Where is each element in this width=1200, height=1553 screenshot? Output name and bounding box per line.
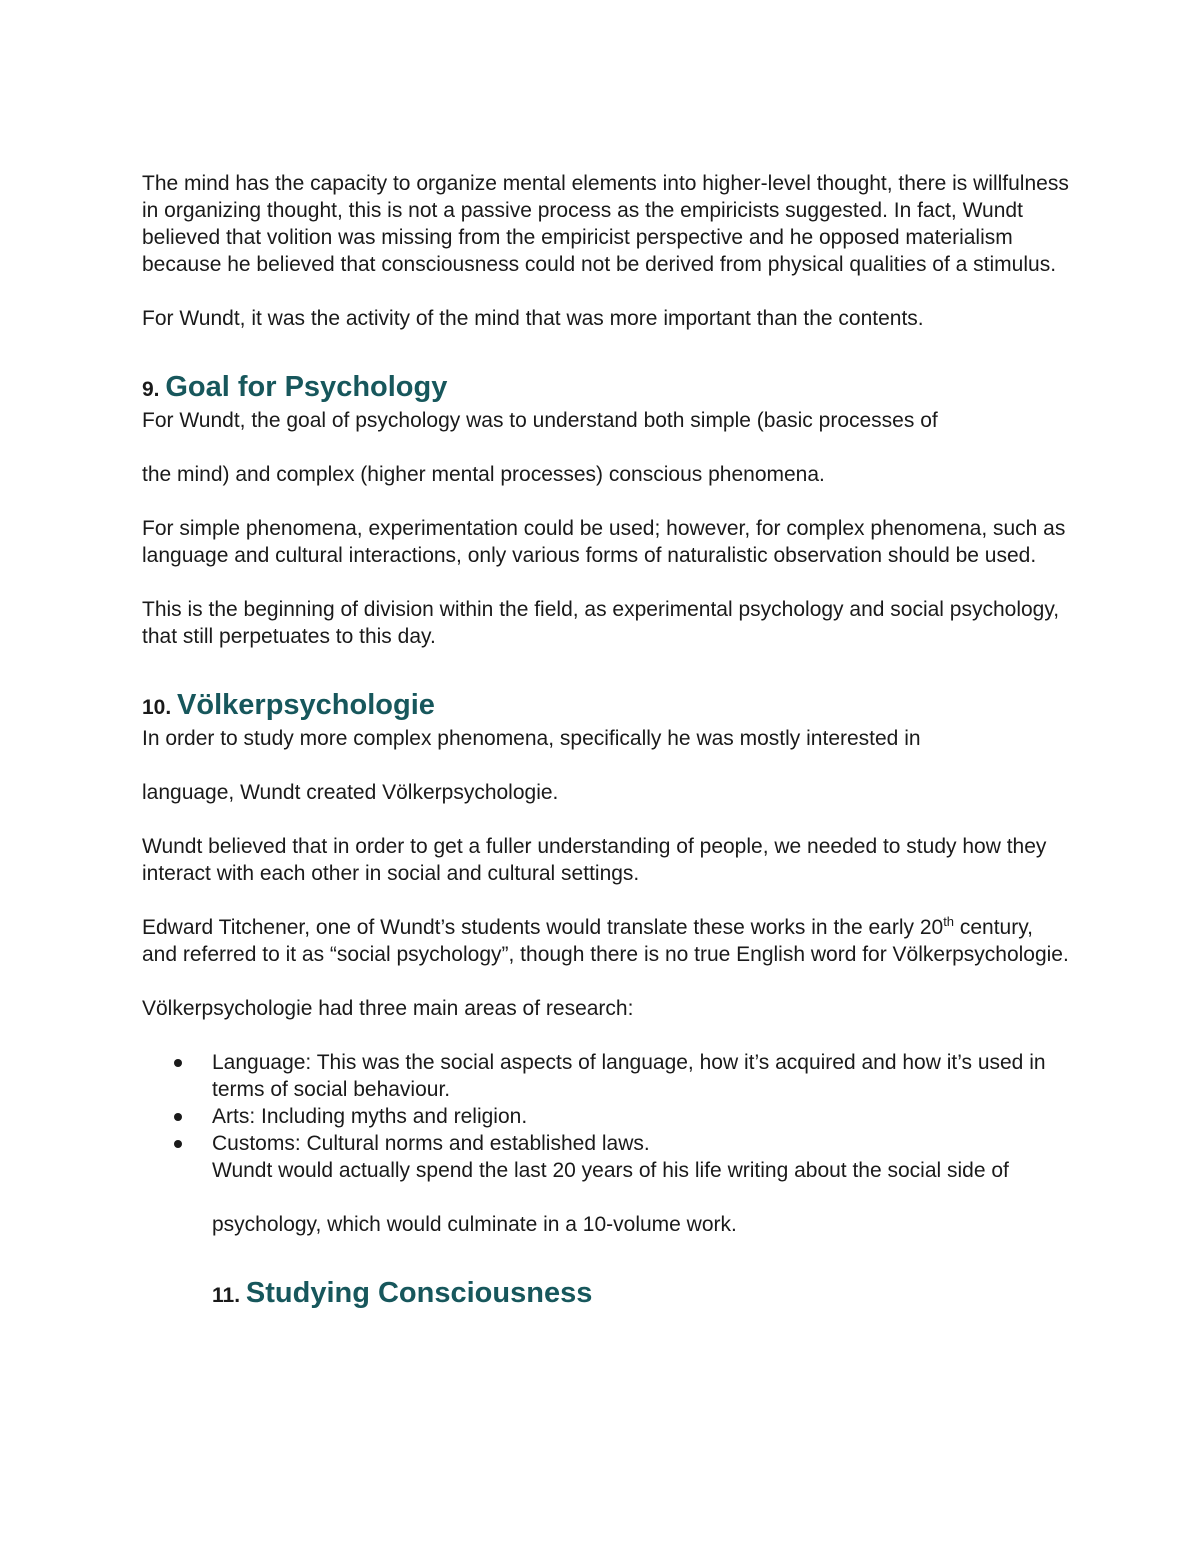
bullet-icon	[174, 1140, 182, 1148]
list-item	[212, 1049, 1072, 1103]
list-item	[212, 1130, 1072, 1184]
paragraph: Wundt believed that in order to get a fuller understanding of people, we needed to study how they interact with each other in social and cultural settings.	[142, 835, 1047, 885]
section-title: Völkerpsychologie	[177, 689, 435, 721]
paragraph: For Wundt, it was the activity of the mind that was more important than the contents.	[142, 307, 924, 330]
section-heading-9	[142, 370, 1072, 407]
section-heading-11	[142, 1276, 1072, 1313]
section-title: Goal for Psychology	[165, 371, 448, 403]
text-run: Edward Titchener, one of Wundt’s students would translate these works in the early 20	[142, 916, 944, 939]
list-item	[212, 1103, 1072, 1130]
paragraph: language, Wundt created Völkerpsychologie.	[142, 781, 559, 804]
paragraph: Völkerpsychologie had three main areas of research:	[142, 997, 634, 1020]
section-number: 11.	[212, 1284, 241, 1307]
paragraph: The mind has the capacity to organize mental elements into higher-level thought, there is willfulness in organizing thought, this is not a passive process as the empiricists suggested. In fact, Wundt believed that volition was missing from the empiricist perspective and he opposed materialism because he believed that consciousness could not be derived from physical qualities of a stimulus.	[142, 172, 1069, 276]
list-item-text: Customs: Cultural norms and established laws.	[212, 1132, 650, 1155]
paragraph: the mind) and complex (higher mental processes) conscious phenomena.	[142, 463, 825, 486]
section-number: 10.	[142, 696, 172, 719]
bullet-icon	[174, 1113, 182, 1121]
paragraph: In order to study more complex phenomena, specifically he was mostly interested in	[142, 727, 921, 750]
section-title: Studying Consciousness	[245, 1277, 593, 1309]
paragraph	[142, 914, 1072, 968]
bullet-list	[142, 1049, 1072, 1184]
text-run: century, and referred to it as “social psychology”, though there is no true English word for Völkerpsychologie.	[142, 916, 1069, 966]
section-heading-10	[142, 688, 1072, 725]
list-item-text: Arts: Including myths and religion.	[212, 1105, 528, 1128]
paragraph: This is the beginning of division within the field, as experimental psychology and social psychology, that still perpetuates to this day.	[142, 598, 1060, 648]
list-item-continuation: Wundt would actually spend the last 20 years of his life writing about the social side of	[212, 1159, 1009, 1182]
paragraph: For Wundt, the goal of psychology was to understand both simple (basic processes of	[142, 409, 938, 432]
section-number: 9.	[142, 378, 160, 401]
document-content	[142, 170, 1072, 1313]
paragraph: For simple phenomena, experimentation could be used; however, for complex phenomena, such as language and cultural interactions, only various forms of naturalistic observation should be used.	[142, 517, 1066, 567]
paragraph: psychology, which would culminate in a 10-volume work.	[212, 1213, 737, 1236]
bullet-icon	[174, 1059, 182, 1067]
list-item-text: Language: This was the social aspects of language, how it’s acquired and how it’s used in terms of social behaviour.	[212, 1051, 1046, 1101]
superscript: th	[943, 914, 955, 929]
